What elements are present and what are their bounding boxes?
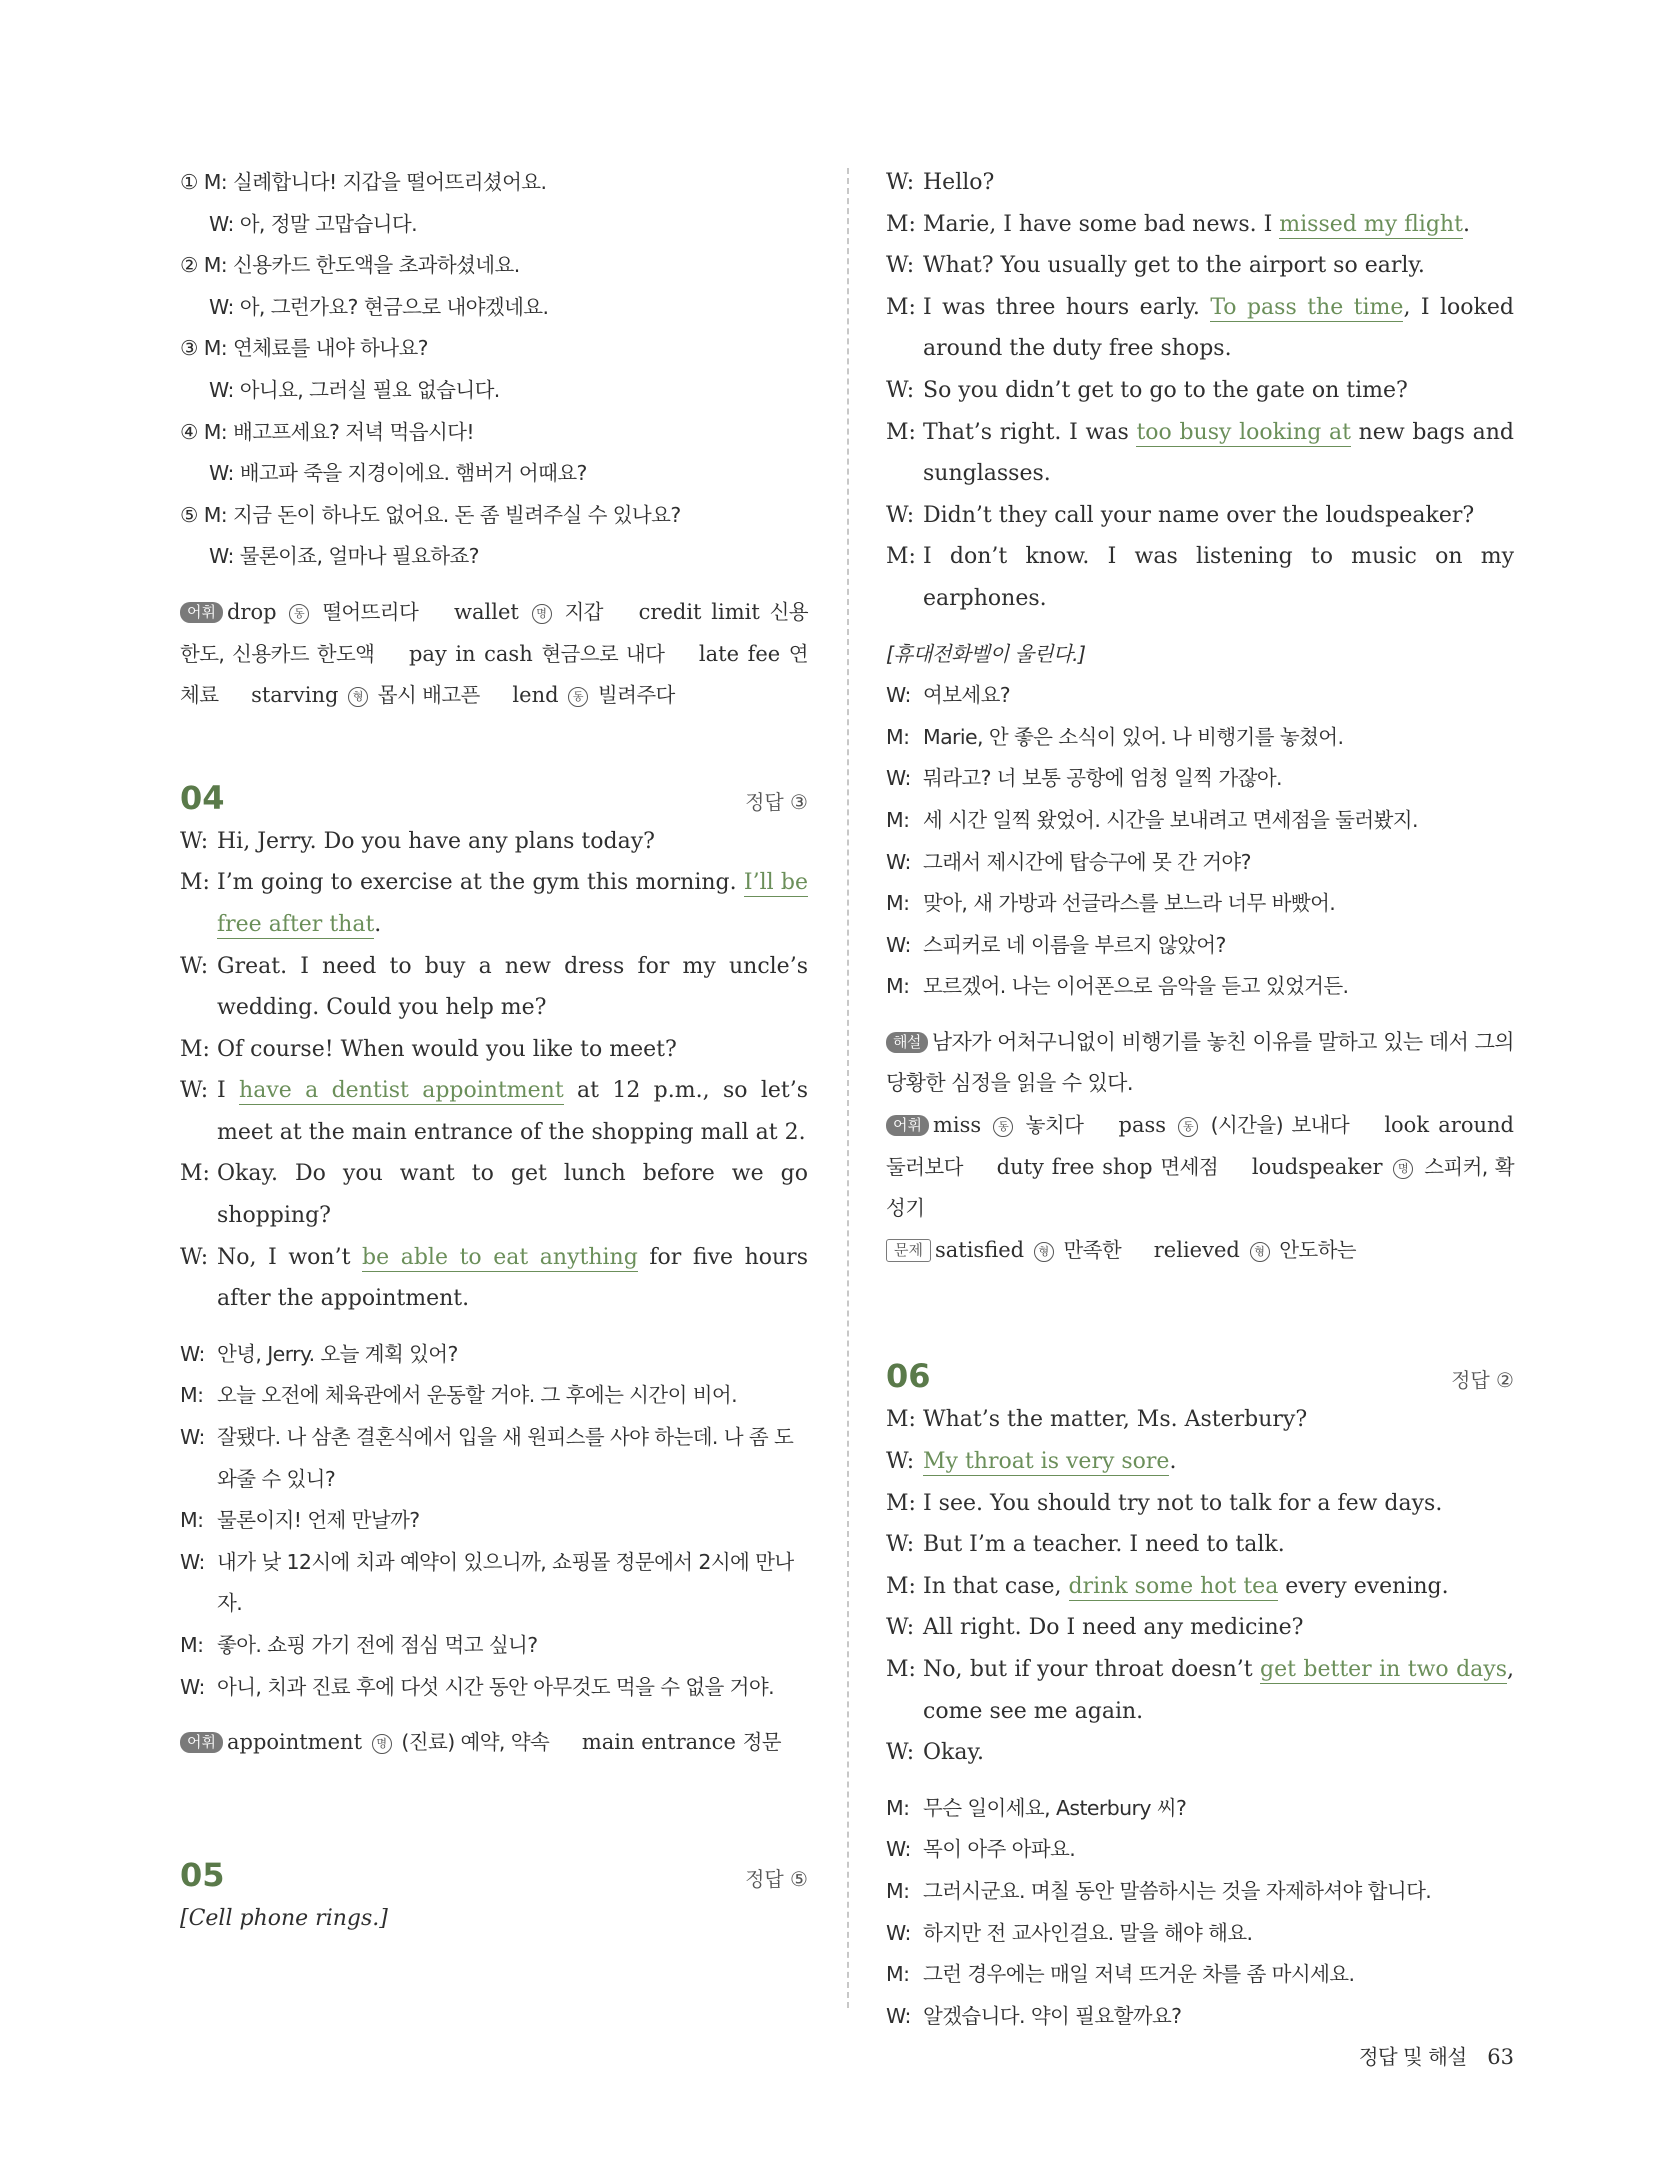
dialogue-text xyxy=(217,862,808,945)
speaker-label: M: xyxy=(886,974,910,999)
dialogue-text xyxy=(217,1070,808,1153)
option-line-m xyxy=(180,412,808,454)
q05-translation xyxy=(886,675,1514,1008)
text-run: I was three hours early. xyxy=(923,294,1211,320)
translation-line xyxy=(180,1667,808,1709)
option-m: M: 연체료를 내야 하나요? xyxy=(203,336,428,361)
translation-text: 잘됐다. 나 삼촌 결혼식에서 입을 새 원피스를 사야 하는데. 나 좀 도와줄 수 있니? xyxy=(217,1425,794,1491)
translation-text: 그런 경우에는 매일 저녁 뜨거운 차를 좀 마시세요. xyxy=(923,1962,1355,1987)
option-line-w xyxy=(180,204,808,246)
vocab-en: look around xyxy=(1384,1113,1514,1138)
dialogue-line xyxy=(180,1029,808,1071)
option-m: M: 배고프세요? 저녁 먹읍시다! xyxy=(203,419,474,444)
vocab-ko: 떨어뜨리다 xyxy=(322,599,419,624)
vocab-ko: 빌려주다 xyxy=(597,683,675,708)
text-run: , I looked around the duty free shops. xyxy=(923,294,1514,362)
text-run: Hi, Jerry. Do you have any plans today? xyxy=(217,828,655,854)
dialogue-line xyxy=(180,946,808,1029)
speaker-label: M: xyxy=(886,891,910,916)
q05-dialogue xyxy=(886,162,1514,620)
translation-line xyxy=(886,883,1514,925)
text-run: But I’m a teacher. I need to talk. xyxy=(923,1532,1285,1558)
dialogue-line xyxy=(180,1070,808,1153)
speaker-label: W: xyxy=(886,502,915,528)
page-number: 63 xyxy=(1487,2045,1514,2069)
speaker-label: M: xyxy=(886,1407,916,1433)
option-number: ① xyxy=(180,170,198,194)
vocab-en: wallet xyxy=(454,599,519,624)
vocab-item xyxy=(935,1238,1121,1262)
dialogue-text xyxy=(217,1237,808,1320)
dialogue-line xyxy=(180,1237,808,1320)
text-run: every evening. xyxy=(1278,1573,1449,1599)
option-number: ⑤ xyxy=(180,502,198,527)
option-m: M: 신용카드 한도액을 초과하셨네요. xyxy=(203,253,520,278)
option-w: W: 아니요, 그러실 필요 없습니다. xyxy=(209,377,500,402)
q03-vocab xyxy=(180,592,808,717)
option-line-w xyxy=(180,287,808,329)
dialogue-line xyxy=(886,370,1514,412)
part-of-speech-icon: 형 xyxy=(1034,1242,1054,1262)
q05-vocab xyxy=(886,1105,1514,1230)
q04-number: 04 xyxy=(180,778,225,817)
translation-text: 내가 낮 12시에 치과 예약이 있으니까, 쇼핑몰 정문에서 2시에 만나자. xyxy=(217,1549,794,1616)
translation-line xyxy=(886,1913,1514,1955)
text-run: What? You usually get to the airport so early. xyxy=(923,253,1425,279)
text-run: That’s right. I was xyxy=(923,419,1137,445)
translation-line xyxy=(886,1788,1514,1830)
text-run: Okay. Do you want to get lunch before we go shopping? xyxy=(217,1161,808,1229)
dialogue-text xyxy=(217,1153,808,1236)
dialogue-line xyxy=(886,1441,1514,1483)
text-run: . xyxy=(1169,1449,1177,1475)
speaker-label: W: xyxy=(180,1674,205,1699)
vocab-ko: 면세점 xyxy=(1160,1154,1219,1179)
part-of-speech-icon: 동 xyxy=(1178,1117,1198,1137)
answer-blank: be able to eat anything xyxy=(362,1244,638,1270)
vocab-en: satisfied xyxy=(934,1237,1025,1262)
dialogue-text xyxy=(923,1607,1514,1649)
translation-line xyxy=(180,1542,808,1625)
speaker-label: W: xyxy=(886,1740,915,1766)
translation-line xyxy=(886,966,1514,1008)
translation-line xyxy=(886,675,1514,717)
speaker-label: M: xyxy=(886,1490,916,1516)
speaker-label: M: xyxy=(886,1878,910,1903)
speaker-label: M: xyxy=(886,294,916,320)
q04-dialogue xyxy=(180,821,808,1320)
text-run: . xyxy=(374,911,382,937)
speaker-label: W: xyxy=(886,1837,911,1862)
right-column xyxy=(886,162,1514,2037)
dialogue-line xyxy=(886,412,1514,495)
q04-translation xyxy=(180,1334,808,1708)
dialogue-text xyxy=(923,412,1514,495)
q05-number: 05 xyxy=(180,1855,225,1894)
speaker-label: M: xyxy=(886,807,910,832)
dialogue-line xyxy=(886,1524,1514,1566)
speaker-label: W: xyxy=(886,1615,915,1641)
translation-text: 세 시간 일찍 왔었어. 시간을 보내려고 면세점을 둘러봤지. xyxy=(923,807,1418,832)
text-run: I’m going to exercise at the gym this morning. xyxy=(217,870,744,896)
speaker-label: M: xyxy=(886,211,916,237)
translation-line xyxy=(886,717,1514,759)
dialogue-text xyxy=(217,946,808,1029)
vocab-ko: 놓치다 xyxy=(1025,1113,1084,1138)
dialogue-line xyxy=(180,1153,808,1236)
option-m: M: 실례합니다! 지갑을 떨어뜨리셨어요. xyxy=(203,170,547,194)
vocab-item xyxy=(512,683,674,707)
dialogue-line xyxy=(886,1399,1514,1441)
text-run: for five hours after the appointment. xyxy=(217,1244,808,1312)
dialogue-line xyxy=(886,1732,1514,1774)
speaker-label: W: xyxy=(180,828,209,854)
option-line-m xyxy=(180,162,808,204)
translation-text: 그러시군요. 며칠 동안 말씀하시는 것을 자제하셔야 합니다. xyxy=(923,1878,1432,1903)
option-w: W: 물론이죠, 얼마나 필요하죠? xyxy=(209,544,479,569)
vocab-ko: 신용 한도, 신용카드 한도액 xyxy=(180,599,808,666)
vocab-en: drop xyxy=(226,599,277,624)
translation-line xyxy=(886,758,1514,800)
option-number: ④ xyxy=(180,419,198,444)
translation-line xyxy=(886,1996,1514,2038)
dialogue-text xyxy=(923,536,1514,619)
speaker-label: M: xyxy=(886,1657,916,1682)
vocab-badge: 어휘 xyxy=(180,602,223,623)
vocab-en: lend xyxy=(512,683,559,708)
dialogue-text xyxy=(923,204,1514,246)
text-run: I xyxy=(217,1078,240,1104)
vocab-ko: 지갑 xyxy=(564,599,603,624)
translation-text: 무슨 일이세요, Asterbury 씨? xyxy=(923,1795,1187,1820)
option-line-m xyxy=(180,495,808,537)
answer-blank: get better in two days xyxy=(1260,1657,1507,1682)
q05-explanation xyxy=(886,1022,1514,1105)
dialogue-line xyxy=(886,1566,1514,1608)
vocab-ko: 안도하는 xyxy=(1279,1237,1357,1262)
speaker-label: W: xyxy=(886,1449,915,1475)
dialogue-text xyxy=(923,1399,1514,1441)
option-w: W: 배고파 죽을 지경이에요. 햄버거 어때요? xyxy=(209,461,587,486)
part-of-speech-icon: 명 xyxy=(372,1734,392,1754)
dialogue-line xyxy=(886,204,1514,246)
text-run: All right. Do I need any medicine? xyxy=(923,1615,1304,1641)
vocab-item xyxy=(1154,1238,1356,1262)
translation-line xyxy=(180,1334,808,1376)
option-m: M: 지금 돈이 하나도 없어요. 돈 좀 빌려주실 수 있나요? xyxy=(203,502,681,527)
speaker-label: W: xyxy=(886,766,911,791)
speaker-label: M: xyxy=(180,1508,204,1533)
text-run: . xyxy=(1462,211,1470,237)
answer-blank: have a dentist appointment xyxy=(239,1078,564,1104)
answer-blank: too busy looking at xyxy=(1136,419,1351,445)
translation-text: 여보세요? xyxy=(923,683,1011,708)
vocab-ko: 만족한 xyxy=(1063,1237,1122,1262)
translation-text: 하지만 전 교사인걸요. 말을 해야 해요. xyxy=(923,1920,1253,1945)
answer-blank: missed my flight xyxy=(1279,211,1463,237)
speaker-label: W: xyxy=(180,953,209,979)
translation-line xyxy=(180,1417,808,1500)
q04-vocab xyxy=(180,1722,808,1764)
vocab-en: duty free shop xyxy=(996,1154,1153,1179)
translation-line xyxy=(180,1500,808,1542)
text-run: I don’t know. I was listening to music on my earphones. xyxy=(923,544,1514,611)
dialogue-text xyxy=(923,245,1514,287)
speaker-label: W: xyxy=(886,377,915,403)
q05-stage-direction-en: [Cell phone rings.] xyxy=(180,1905,388,1931)
speaker-label: W: xyxy=(886,1532,915,1558)
text-run: So you didn’t get to go to the gate on time? xyxy=(923,377,1408,403)
column-divider xyxy=(847,168,849,2008)
q06-answer: 정답 ② xyxy=(1451,1368,1514,1393)
translation-text: 모르겠어. 나는 이어폰으로 음악을 듣고 있었거든. xyxy=(923,974,1349,999)
answer-blank: I’ll be free after that xyxy=(217,870,808,937)
translation-text: 뭐라고? 너 보통 공항에 엄청 일찍 가잖아. xyxy=(923,766,1282,791)
dialogue-line xyxy=(886,1607,1514,1649)
q05-explanation-text: 남자가 어처구니없이 비행기를 놓친 이유를 말하고 있는 데서 그의 당황한 심정을 읽을 수 있다. xyxy=(886,1029,1514,1096)
speaker-label: M: xyxy=(180,870,210,896)
text-run: No, I won’t xyxy=(217,1244,363,1270)
option-number: ② xyxy=(180,253,198,278)
vocab-en: appointment xyxy=(226,1730,363,1755)
dialogue-text xyxy=(923,1566,1514,1608)
part-of-speech-icon: 명 xyxy=(1393,1159,1413,1179)
speaker-label: M: xyxy=(886,724,910,749)
dialogue-line xyxy=(886,1483,1514,1525)
option-line-m xyxy=(180,245,808,287)
q04-answer: 정답 ③ xyxy=(745,789,808,814)
dialogue-text xyxy=(923,162,1514,204)
text-run: In that case, xyxy=(923,1573,1069,1599)
dialogue-text xyxy=(923,287,1514,370)
q03-translation-options xyxy=(180,162,808,578)
speaker-label: M: xyxy=(180,1161,210,1187)
vocab-en: credit limit xyxy=(638,599,760,624)
dialogue-text xyxy=(923,1732,1514,1774)
q05-header xyxy=(180,1856,808,1894)
text-run: What’s the matter, Ms. Asterbury? xyxy=(923,1407,1308,1433)
vocab-ko: 몹시 배고픈 xyxy=(377,683,480,708)
dialogue-text xyxy=(217,821,808,863)
text-run: at 12 p.m., so let’s meet at the main entrance of the shopping mall at 2. xyxy=(217,1078,809,1145)
speaker-label: M: xyxy=(886,1795,910,1820)
translation-text: 맞아, 새 가방과 선글라스를 보느라 너무 바빴어. xyxy=(923,891,1336,916)
translation-line xyxy=(886,842,1514,884)
part-of-speech-icon: 형 xyxy=(348,687,368,707)
q05-stage-direction-ko: [휴대전화벨이 울린다.] xyxy=(886,641,1086,666)
vocab-ko: 정문 xyxy=(742,1730,781,1755)
vocab-badge: 어휘 xyxy=(180,1732,223,1753)
vocab-item xyxy=(227,600,418,624)
text-run: Didn’t they call your name over the loudspeaker? xyxy=(923,502,1475,528)
vocab-ko: (시간을) 보내다 xyxy=(1210,1113,1350,1138)
part-of-speech-icon: 동 xyxy=(568,687,588,707)
vocab-item xyxy=(454,600,603,624)
vocab-ko: (진료) 예약, 약속 xyxy=(401,1730,550,1755)
dialogue-text xyxy=(923,1649,1514,1732)
dialogue-text xyxy=(923,1524,1514,1566)
answer-blank: My throat is very sore xyxy=(923,1449,1170,1475)
translation-text: 스피커로 네 이름을 부르지 않았어? xyxy=(923,932,1226,957)
dialogue-text xyxy=(923,1483,1514,1525)
part-of-speech-icon: 동 xyxy=(289,604,309,624)
q05-problem-vocab xyxy=(886,1230,1514,1272)
vocab-ko: 스피커, 확성기 xyxy=(886,1154,1514,1221)
q06-number: 06 xyxy=(886,1357,931,1396)
dialogue-line xyxy=(886,495,1514,537)
text-run: new bags and sunglasses. xyxy=(923,419,1514,487)
option-w: W: 아, 그런가요? 현금으로 내야겠네요. xyxy=(209,294,549,319)
speaker-label: W: xyxy=(886,253,915,279)
dialogue-line xyxy=(886,287,1514,370)
vocab-item xyxy=(933,1113,1083,1137)
translation-text: 안녕, Jerry. 오늘 계획 있어? xyxy=(217,1341,458,1366)
vocab-item xyxy=(582,1730,781,1754)
vocab-en: pass xyxy=(1118,1113,1167,1138)
option-line-w xyxy=(180,536,808,578)
text-run: Marie, I have some bad news. I xyxy=(923,211,1280,237)
q06-translation xyxy=(886,1788,1514,2038)
speaker-label: M: xyxy=(180,1036,210,1062)
option-number: ③ xyxy=(180,336,198,361)
translation-text: 오늘 오전에 체육관에서 운동할 거야. 그 후에는 시간이 비어. xyxy=(217,1383,738,1408)
speaker-label: W: xyxy=(180,1244,209,1270)
left-column xyxy=(180,162,808,1939)
translation-text: 알겠습니다. 약이 필요할까요? xyxy=(923,2003,1182,2028)
translation-line xyxy=(180,1375,808,1417)
speaker-label: W: xyxy=(886,683,911,708)
dialogue-line xyxy=(180,821,808,863)
text-run: I see. You should try not to talk for a few days. xyxy=(923,1490,1443,1516)
vocab-en: late fee xyxy=(698,641,781,666)
vocab-ko: 연체료 xyxy=(180,641,808,708)
dialogue-line xyxy=(886,245,1514,287)
speaker-label: W: xyxy=(886,932,911,957)
translation-text: 아니, 치과 진료 후에 다섯 시간 동안 아무것도 먹을 수 없을 거야. xyxy=(217,1674,774,1699)
translation-line xyxy=(886,1871,1514,1913)
vocab-en: miss xyxy=(932,1113,982,1138)
vocab-item xyxy=(997,1155,1218,1179)
speaker-label: W: xyxy=(180,1341,205,1366)
text-run: Hello? xyxy=(923,170,995,195)
vocab-item xyxy=(227,1730,549,1754)
dialogue-line xyxy=(886,162,1514,204)
vocab-ko: 현금으로 내다 xyxy=(541,641,665,666)
footer-section: 정답 및 해설 xyxy=(1358,2045,1467,2069)
q06-dialogue xyxy=(886,1399,1514,1773)
text-run: No, but if your throat doesn’t xyxy=(923,1657,1261,1682)
translation-line xyxy=(180,1625,808,1667)
translation-line xyxy=(886,800,1514,842)
vocab-en: pay in cash xyxy=(408,641,533,666)
speaker-label: W: xyxy=(886,2003,911,2028)
speaker-label: M: xyxy=(886,1962,910,1987)
translation-line xyxy=(886,1829,1514,1871)
option-line-m xyxy=(180,328,808,370)
page-footer xyxy=(1359,2040,1514,2070)
dialogue-line xyxy=(886,1649,1514,1732)
speaker-label: M: xyxy=(886,1573,916,1599)
dialogue-text xyxy=(923,495,1514,537)
explain-badge: 해설 xyxy=(886,1032,928,1053)
vocab-en: loudspeaker xyxy=(1251,1154,1383,1179)
option-line-w xyxy=(180,370,808,412)
q05-answer: 정답 ⑤ xyxy=(745,1866,808,1891)
text-run: Okay. xyxy=(923,1740,984,1766)
translation-line xyxy=(886,1954,1514,1996)
translation-text: 물론이지! 언제 만날까? xyxy=(217,1508,420,1533)
vocab-en: main entrance xyxy=(581,1730,736,1755)
translation-text: Marie, 안 좋은 소식이 있어. 나 비행기를 놓쳤어. xyxy=(923,724,1344,749)
part-of-speech-icon: 형 xyxy=(1250,1242,1270,1262)
vocab-item xyxy=(1119,1113,1350,1137)
dialogue-line xyxy=(886,536,1514,619)
answer-blank: To pass the time xyxy=(1210,294,1404,320)
speaker-label: W: xyxy=(180,1549,205,1574)
speaker-label: M: xyxy=(886,419,916,445)
vocab-item xyxy=(409,642,664,666)
translation-text: 목이 아주 아파요. xyxy=(923,1837,1076,1862)
speaker-label: W: xyxy=(886,849,911,874)
option-w: W: 아, 정말 고맙습니다. xyxy=(209,211,417,236)
translation-text: 좋아. 쇼핑 가기 전에 점심 먹고 싶니? xyxy=(217,1633,538,1657)
answer-blank: drink some hot tea xyxy=(1068,1573,1279,1599)
option-line-w xyxy=(180,453,808,495)
dialogue-text xyxy=(923,1441,1514,1483)
translation-line xyxy=(886,925,1514,967)
vocab-en: starving xyxy=(251,683,339,708)
vocab-ko: 둘러보다 xyxy=(886,1154,963,1179)
vocab-item xyxy=(251,683,480,707)
dialogue-text xyxy=(217,1029,808,1071)
dialogue-text xyxy=(923,370,1514,412)
q04-header xyxy=(180,779,808,817)
problem-badge: 문제 xyxy=(886,1239,931,1262)
speaker-label: M: xyxy=(180,1633,204,1657)
text-run: Great. I need to buy a new dress for my uncle’s wedding. Could you help me? xyxy=(217,953,808,1021)
part-of-speech-icon: 명 xyxy=(532,604,552,624)
part-of-speech-icon: 동 xyxy=(993,1117,1013,1137)
vocab-en: relieved xyxy=(1153,1237,1240,1262)
speaker-label: M: xyxy=(886,544,916,570)
q06-header xyxy=(886,1357,1514,1395)
speaker-label: M: xyxy=(180,1383,204,1408)
text-run: , come see me again. xyxy=(923,1657,1514,1724)
speaker-label: W: xyxy=(180,1078,209,1104)
speaker-label: W: xyxy=(886,170,915,195)
speaker-label: W: xyxy=(180,1425,205,1450)
translation-text: 그래서 제시간에 탑승구에 못 간 거야? xyxy=(923,849,1251,874)
vocab-badge: 어휘 xyxy=(886,1115,929,1136)
text-run: Of course! When would you like to meet? xyxy=(217,1036,677,1062)
dialogue-line xyxy=(180,862,808,945)
speaker-label: W: xyxy=(886,1920,911,1945)
